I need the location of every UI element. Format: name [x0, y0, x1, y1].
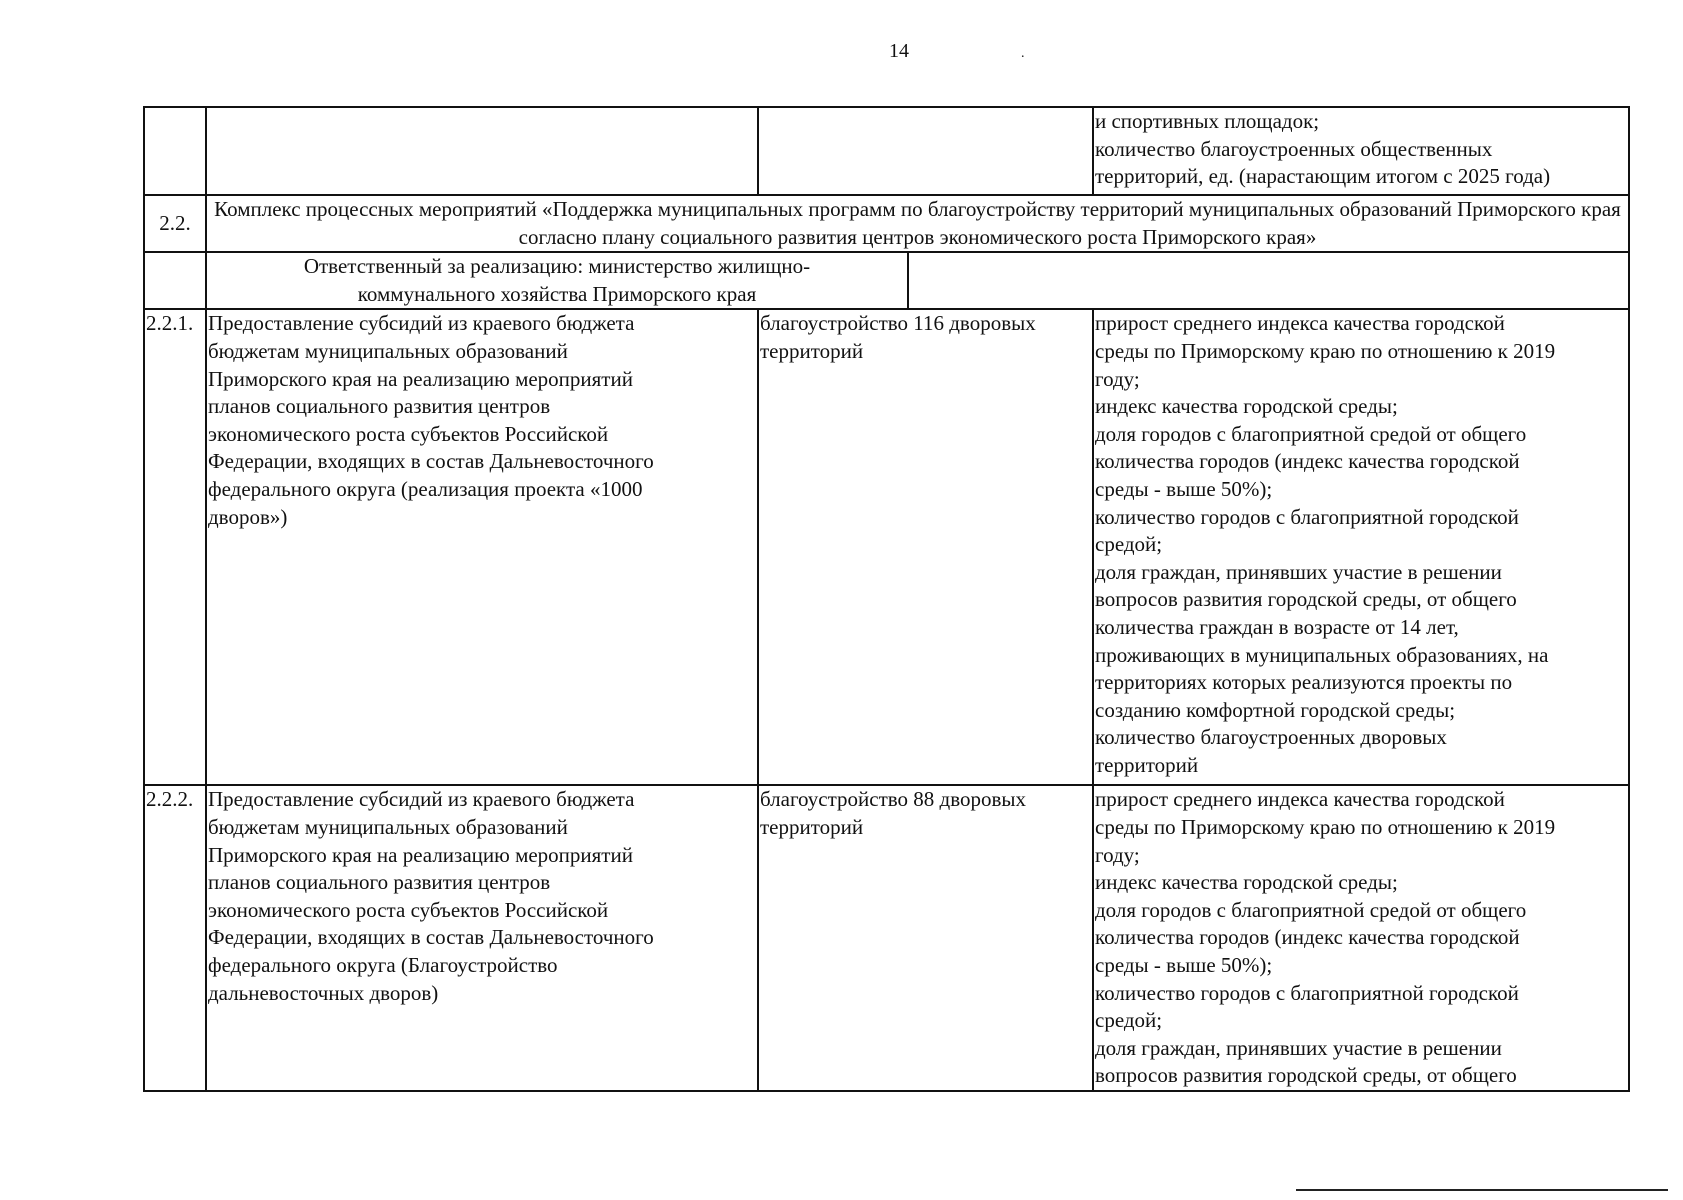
activity-cell [206, 107, 758, 195]
footer-rule [1296, 1189, 1668, 1191]
indicators-cell: прирост среднего индекса качества городской среды по Приморскому краю по отношению к 2019 году; индекс качества городской среды; доля городов с благоприятной средой от общего количества городов (индекс качества городской среды - выше 50%); количество городов с благоприятной городской средой; доля граждан, принявших участие в решении вопросов развития городской среды, от общего количества граждан в возрасте от 14 лет, проживающих в муниципальных образованиях, на территориях которых реализуются проекты по созданию комфортной городской среды; количество благоустроенных дворовых территорий [1093, 309, 1629, 785]
table-row-section-2-2 [144, 195, 1629, 252]
activity-cell: Предоставление субсидий из краевого бюджета бюджетам муниципальных образований Приморского края на реализацию мероприятий планов социального развития центров экономического роста субъектов Российской Федерации, входящих в состав Дальневосточного федерального округа (реализация проекта «1000 дворов») [206, 309, 758, 785]
row-number-cell: 2.2.2. [144, 785, 206, 1091]
indicators-cell: прирост среднего индекса качества городской среды по Приморскому краю по отношению к 2019 году; индекс качества городской среды; доля городов с благоприятной средой от общего количества городов (индекс качества городской среды - выше 50%); количество городов с благоприятной городской средой; доля граждан, принявших участие в решении вопросов развития городской среды, от общего [1093, 785, 1629, 1091]
responsible-cell: Ответственный за реализацию: министерство жилищно- коммунального хозяйства Приморского края [206, 252, 908, 309]
result-cell [758, 107, 1093, 195]
table-row-2-2-1 [144, 309, 1629, 785]
row-number-cell: 2.2.1. [144, 309, 206, 785]
table-row-continuation [144, 107, 1629, 195]
row-number-cell [144, 107, 206, 195]
table-row-2-2-2 [144, 785, 1629, 1091]
indicators-cell: и спортивных площадок; количество благоустроенных общественных территорий, ед. (нарастающим итогом с 2025 года) [1093, 107, 1629, 195]
section-title-cell: Комплекс процессных мероприятий «Поддержка муниципальных программ по благоустройству территорий муниципальных образований Приморского края согласно плану социального развития центров экономического роста Приморского края» [206, 195, 1629, 252]
program-table [143, 106, 1630, 1092]
section-number-cell: 2.2. [144, 195, 206, 252]
responsible-right-cell [908, 252, 1629, 309]
result-cell: благоустройство 88 дворовых территорий [758, 785, 1093, 1091]
table-row-responsible [144, 252, 1629, 309]
page-mark: . [1021, 46, 1025, 61]
page-number: 14 [889, 40, 909, 62]
result-cell: благоустройство 116 дворовых территорий [758, 309, 1093, 785]
activity-cell: Предоставление субсидий из краевого бюджета бюджетам муниципальных образований Приморского края на реализацию мероприятий планов социального развития центров экономического роста субъектов Российской Федерации, входящих в состав Дальневосточного федерального округа (Благоустройство дальневосточных дворов) [206, 785, 758, 1091]
row-number-cell [144, 252, 206, 309]
